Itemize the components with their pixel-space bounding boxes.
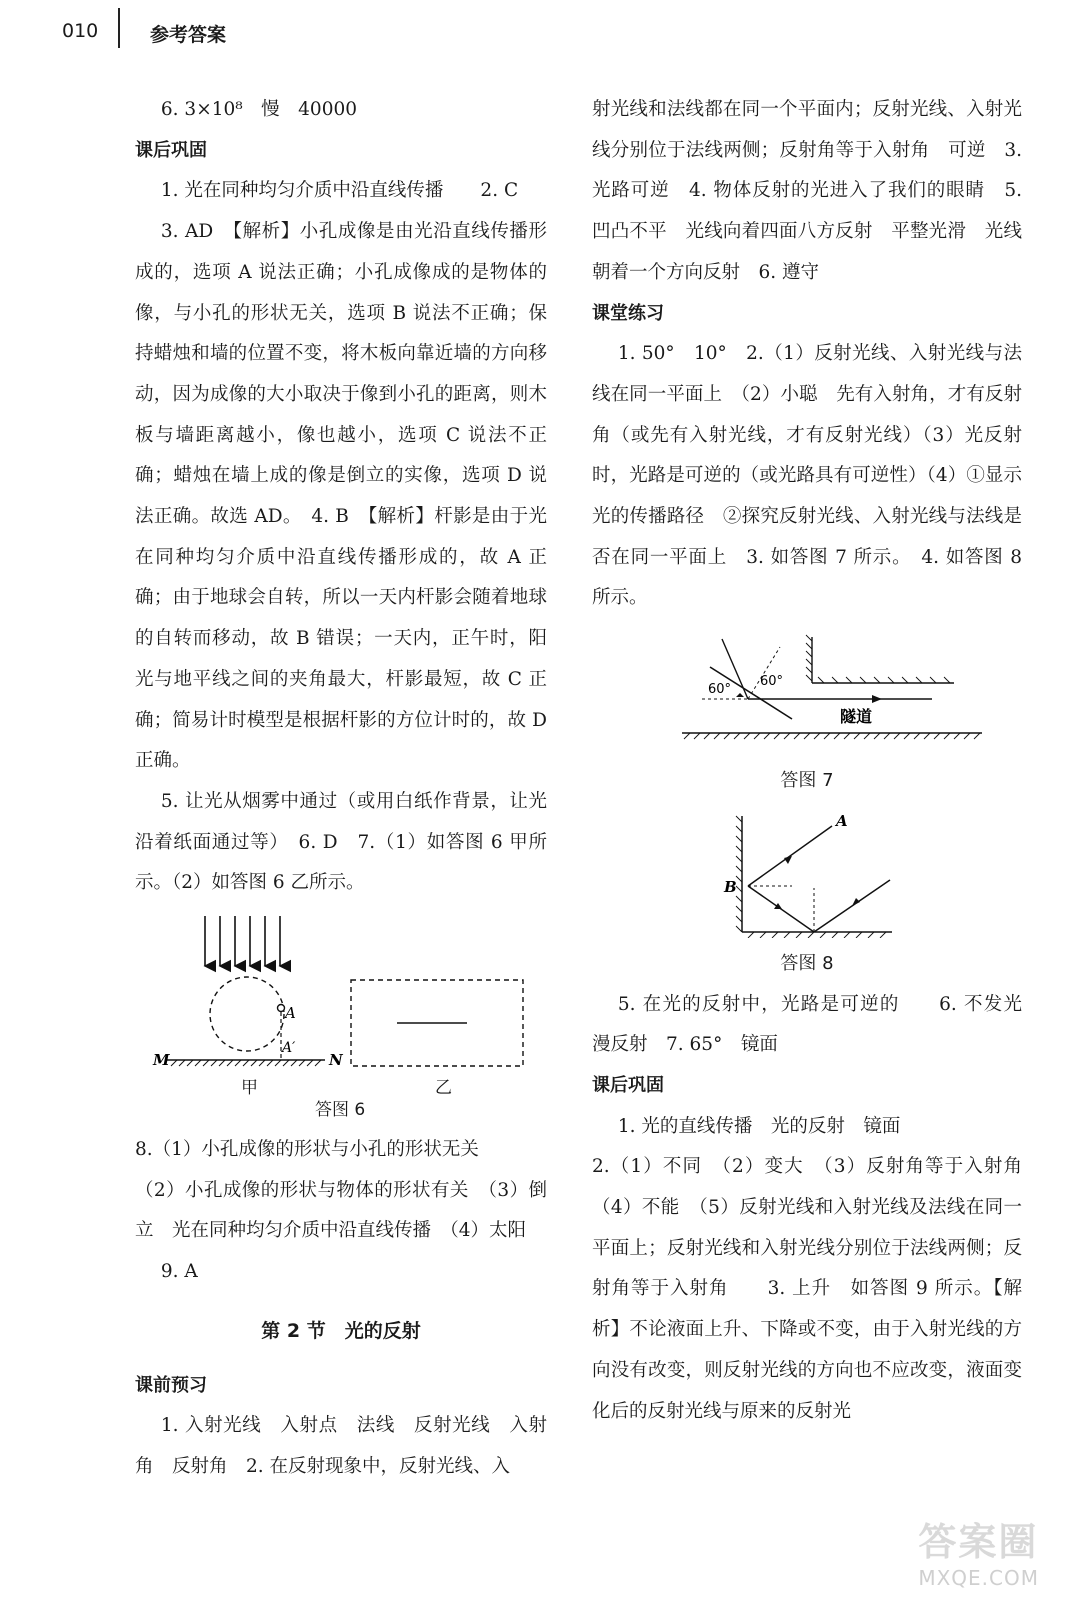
watermark-logo: 答案圈 (918, 1520, 1039, 1564)
answer-paragraph: 5. 让光从烟雾中通过（或用白纸作背景，让光沿着纸面通过等） 6. D 7.（1）如答图 6 甲所示。（2）如答图 6 乙所示。 (135, 790, 547, 894)
figure-6-diagram (115, 910, 527, 1082)
heading-after-class: 课后巩固 (135, 139, 207, 161)
label-a: A (836, 811, 848, 830)
header-divider (118, 8, 120, 48)
watermark-url: MXQE.COM (918, 1566, 1039, 1590)
figure-7-diagram (682, 627, 1022, 745)
answer-paragraph: 1. 入射光线 入射点 法线 反射光线 入射角 反射角 2. 在反射现象中，反射光线、入 (135, 1415, 547, 1477)
heading-in-class: 课堂练习 (592, 302, 664, 324)
right-column (592, 90, 1041, 1432)
label-jia: 甲 (241, 1078, 258, 1099)
answer-line: 8.（1）小孔成像的形状与小孔的形状无关 (135, 1139, 479, 1161)
answer-paragraph: 3. AD 【解析】小孔成像是由光沿直线传播形成的，选项 A 说法正确；小孔成像成的是物体的像，与小孔的形状无关，选项 B 说法不正确；保持蜡烛和墙的位置不变，将木板向靠近墙的方向移动，因为成像的大小取决于像到小孔的距离，则木板与墙距离越小，像也越小，选项 C 说法不正确；蜡烛在墙上成的像是倒立的实像，选项 D 说法正确。故选 AD。 4. B 【解析】杆影是由于光在同种均匀介质中沿直线传播形成的，故 A 正确；由于地球会自转，所以一天内杆影会随着地球的自转而移动，故 B 错误；一天内，正午时，阳光与地平线之间的夹角最大，杆影最短，故 C 正确；简易计时模型是根据杆影的方位计时的，故 D 正确。 (135, 221, 547, 772)
figure-7-caption: 答图 7 (780, 770, 834, 792)
section-title: 第 2 节 光的反射 (261, 1319, 421, 1342)
heading-preview: 课前预习 (135, 1374, 207, 1396)
figure-6 (135, 910, 547, 1082)
figure-8 (592, 808, 1022, 938)
left-column (135, 90, 547, 1488)
angle-label-2: 60° (760, 674, 784, 690)
label-b: B (724, 877, 737, 896)
answer-paragraph: 1. 50° 10° 2.（1）反射光线、入射光线与法线在同一平面上 （2）小聪 先有入射角，才有反射角（或先有入射光线，才有反射光线）（3）光反射时，光路是可逆的（或光路具有可逆性）（4）①显示光的传播路径 ②探究反射光线、入射光线与法线是否在同一平面上 3. 如答图 7 所示。 4. 如答图 8 所示。 (592, 343, 1022, 609)
label-yi: 乙 (435, 1078, 452, 1099)
answer-line: 6. 3×10⁸ 慢 40000 (160, 99, 358, 120)
answer-paragraph: 5. 在光的反射中，光路是可逆的 6. 不发光 漫反射 7. 65° 镜面 (592, 993, 1041, 1056)
label-a-prime: A′ (282, 1040, 296, 1057)
watermark (918, 1511, 1039, 1590)
answer-line: 9. A (160, 1261, 198, 1283)
tunnel-label: 隧道 (840, 707, 873, 727)
figure-7 (592, 627, 1022, 745)
figure-8-caption: 答图 8 (780, 952, 834, 974)
label-m: M (153, 1051, 170, 1070)
label-a: A (285, 1004, 296, 1023)
answer-paragraph: 射光线和法线都在同一个平面内；反射光线、入射光线分别位于法线两侧；反射角等于入射角 可逆 3. 光路可逆 4. 物体反射的光进入了我们的眼睛 5. 凹凸不平 光线向着四面八方反射 平整光滑 光线朝着一个方向反射 6. 遵守 (592, 99, 1022, 283)
figure-8-diagram (712, 808, 912, 938)
figure-6-caption: 答图 6 (315, 1100, 366, 1121)
answer-line: 1. 光在同种均匀介质中沿直线传播 2. C (160, 180, 519, 202)
answer-paragraph: 2.（1）不同 （2）变大 （3）反射角等于入射角 （4）不能 （5）反射光线和入射光线及法线在同一平面上；反射光线和入射光线分别位于法线两侧；反射角等于入射角 3. 上升 如答图 9 所示。【解析】不论液面上升、下降或不变，由于入射光线的方向没有改变，则反射光线的方向也不应改变，液面变化后的反射光线与原来的反射光 (592, 1156, 1041, 1422)
page-number: 010 (62, 20, 99, 42)
answer-line: 1. 光的直线传播 光的反射 镜面 (617, 1115, 901, 1137)
label-n: N (329, 1051, 343, 1070)
header-title: 参考答案 (150, 24, 227, 46)
heading-after-class: 课后巩固 (592, 1074, 664, 1096)
angle-label-1: 60° (708, 682, 732, 698)
answer-paragraph: （2）小孔成像的形状与物体的形状有关 （3）倒立 光在同种均匀介质中沿直线传播 （4）太阳 (135, 1179, 547, 1242)
figure-6-labels (135, 1078, 547, 1121)
